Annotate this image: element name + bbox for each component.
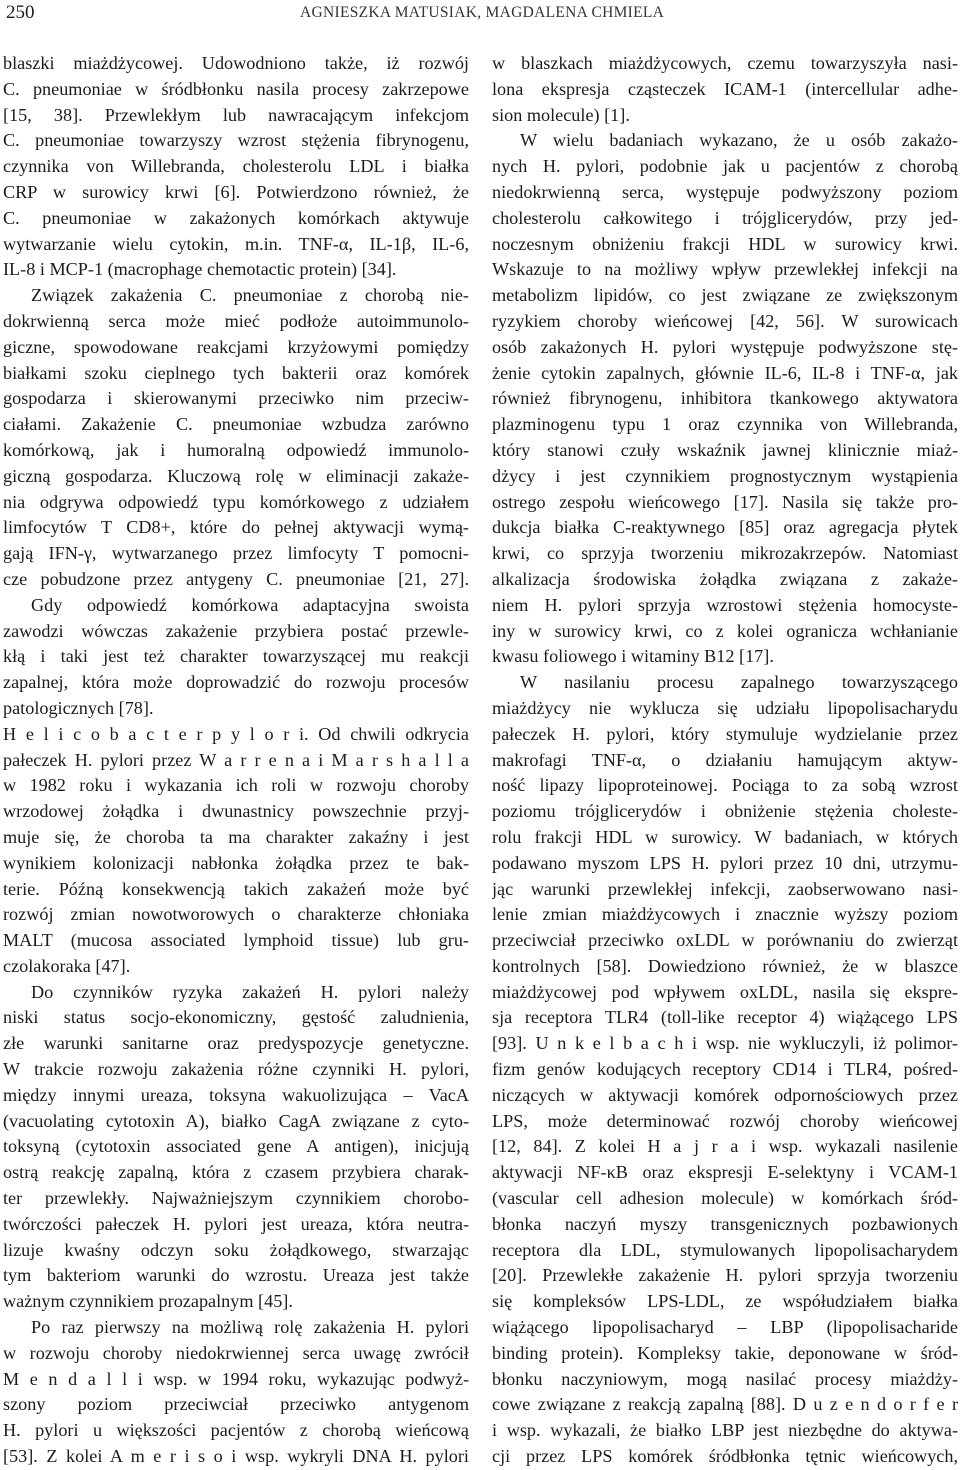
text-line: wytwarzanie wielu cytokin, m.in. TNF-α, IL-1β, IL-6, <box>3 233 469 254</box>
text-line: rolu frakcji HDL w surowicy. W badaniach, w których <box>492 826 958 847</box>
text-line: niczących w aktywacji komórek odpornościowych przez <box>492 1084 958 1105</box>
text-line: plazminogenu typu 1 oraz czynnika von Willebranda, <box>492 414 958 435</box>
text-line: Po raz pierwszy na możliwą rolę zakażenia H. pylori <box>31 1317 469 1338</box>
text-line: tym bakteriom warunki do wzrostu. Ureaza jest także <box>3 1265 469 1286</box>
text-line: receptora dla LDL, stymulowanych lipopolisacharydem <box>492 1239 958 1260</box>
text-line: [15, 38]. Przewlekłym lub nawracającym infekcjom <box>3 104 469 125</box>
text-line: C. pneumoniae w śródbłonku nasila procesy zakrzepowe <box>3 78 469 99</box>
text-line: złe warunki sanitarne oraz predyspozycje genetyczne. <box>3 1033 469 1054</box>
text-line: ność lipazy lipoproteinowej. Pociąga to za sobą wzrost <box>492 775 958 796</box>
text-line: się kompleksów LPS-LDL, ze współudziałem białka <box>492 1291 958 1312</box>
text-line: W trakcie rozwoju zakażenia różne czynniki H. pylori, <box>3 1059 469 1080</box>
text-line: muje się, że choroba ta ma charakter zakaźny i jest <box>3 826 469 847</box>
text-line: poziomu trójglicerydów i obniżenie stężenia choleste- <box>492 801 958 822</box>
text-line: kontrolnych [58]. Dowiedziono również, że w blaszce <box>492 955 958 976</box>
text-line: błonka naczyń myszy transgenicznych pozbawionych <box>492 1213 958 1234</box>
text-line: nych H. pylori, podobnie jak u pacjentów z chorobą <box>492 156 958 177</box>
text-line: gają IFN-γ, wytwarzanego przez limfocyty T pomocni- <box>3 543 469 564</box>
text-line: białkami szoku cieplnego tych bakterii oraz komórek <box>3 362 469 383</box>
text-line: lizuje kwaśny odczyn soku żołądkowego, stwarzając <box>3 1239 469 1260</box>
text-line: szony poziom przeciwciał przeciwko antygenom <box>3 1394 469 1415</box>
text-line: [93]. U n k e l b a c h i wsp. nie wykluczyli, iż polimor- <box>492 1033 958 1054</box>
text-line: nia odgrywa odpowiedź typu komórkowego z udziałem <box>3 491 469 512</box>
text-line: między innymi ureaza, toksyna wakuolizująca – VacA <box>3 1084 469 1105</box>
text-line: Związek zakażenia C. pneumoniae z chorobą nie- <box>31 285 469 306</box>
text-line: zapalnej, która może doprowadzić do rozwoju procesów <box>3 672 469 693</box>
text-line: niedokrwienną serca, występuje podwyższony poziom <box>492 181 958 202</box>
text-line: kłą i taki jest też charakter towarzyszącej mu reakcji <box>3 646 469 667</box>
text-line: niem H. pylori sprzyja wzrostowi stężenia homocyste- <box>492 594 958 615</box>
text-line: IL-8 i MCP-1 (macrophage chemotactic protein) [34]. <box>3 259 397 280</box>
text-line: blaszki miażdżycowej. Udowodniono także, iż rozwój <box>3 53 469 73</box>
text-line: H e l i c o b a c t e r p y l o r i. Od chwili odkrycia <box>3 723 469 744</box>
text-line: wrzodowej żołądka i dwunastnicy powszechnie przyj- <box>3 801 469 822</box>
text-line: metabolizm lipidów, co jest związane ze zwiększonym <box>492 285 958 306</box>
text-line: w 1982 roku i wykazania ich roli w rozwoju choroby <box>3 775 469 796</box>
text-line: (vascular cell adhesion molecule) w komórkach śród- <box>492 1188 958 1209</box>
text-line: W nasilaniu procesu zapalnego towarzyszącego <box>520 672 958 693</box>
text-line: Do czynników ryzyka zakażeń H. pylori należy <box>31 981 469 1002</box>
text-line: Wskazuje to na możliwy wpływ przewlekłej infekcji na <box>492 259 958 280</box>
text-line: cze pobudzone przez antygeny C. pneumoniae [21, 27]. <box>3 568 469 589</box>
text-line: kwasu foliowego i witaminy B12 [17]. <box>492 646 774 667</box>
text-line: ostrego zespołu wieńcowego [17]. Nasila się także pro- <box>492 491 958 512</box>
text-line: lenie zmian miażdżycowych i znacznie wyższy poziom <box>492 904 958 925</box>
text-line: ter przewlekły. Najważniejszym czynnikiem chorobo- <box>3 1188 469 1209</box>
text-line: cji przez LPS komórek śródbłonka tętnic wieńcowych, <box>492 1446 958 1467</box>
left-text-column <box>3 51 469 1470</box>
text-line: binding protein). Kompleksy takie, deponowane w śród- <box>492 1342 958 1363</box>
text-line: niski status socjo-ekonomiczny, gęstość zaludnienia, <box>3 1007 469 1028</box>
text-line: giczne, spowodowane reakcjami krzyżowymi pomiędzy <box>3 336 469 357</box>
text-line: patologicznych [78]. <box>3 697 154 718</box>
text-line: i wsp. wykazali, że białko LBP jest niezbędne do aktywa- <box>492 1420 958 1441</box>
page-header <box>0 0 960 30</box>
text-line: który stanowi czuły wskaźnik jawnej klinicznie miaż- <box>492 439 958 460</box>
text-line: toksyną (cytotoxin associated gene A antigen), inicjują <box>3 1136 469 1157</box>
text-line: pałeczek H. pylori przez W a r r e n a i M a r s h a l l a <box>3 749 469 770</box>
text-line: terie. Późną konsekwencją takich zakażeń może być <box>3 878 469 899</box>
text-line: pałeczek H. pylori, który stymuluje wydzielanie przez <box>492 723 958 744</box>
text-line: komórkową, jak i humoralną odpowiedź immunolo- <box>3 439 469 460</box>
text-line: M e n d a l l i wsp. w 1994 roku, wykazując podwyż- <box>3 1368 469 1389</box>
text-line: fizm genów kodujących receptory CD14 i TLR4, pośred- <box>492 1059 958 1080</box>
text-line: gospodarza i skierowanymi przeciwko nim przeciw- <box>3 388 469 409</box>
text-line: C. pneumoniae towarzyszy wzrost stężenia fibrynogenu, <box>3 130 469 151</box>
text-line: ostrą reakcję zapalną, która z czasem przybiera charak- <box>3 1162 469 1183</box>
running-head: AGNIESZKA MATUSIAK, MAGDALENA CHMIELA <box>300 4 665 21</box>
text-line: ciałami. Zakażenie C. pneumoniae wzbudza zarówno <box>3 414 469 435</box>
text-line: jąc warunki przewlekłej infekcji, zaobserwowano nasi- <box>492 878 958 899</box>
text-line: giczną gospodarza. Kluczową rolę w eliminacji zakaże- <box>3 465 469 486</box>
text-line: również fibrynogenu, inhibitora tkankowego aktywatora <box>492 388 958 409</box>
text-line: H. pylori u większości pacjentów z chorobą wieńcową <box>3 1420 469 1441</box>
text-line: LPS, może determinować rozwój choroby wieńcowej <box>492 1110 958 1131</box>
text-line: W wielu badaniach wykazano, że u osób zakażo- <box>520 130 958 151</box>
text-line: alkalizacja środowiska żołądka związana z zakaże- <box>492 568 958 589</box>
text-line: CRP w surowicy krwi [6]. Potwierdzono również, że <box>3 181 469 202</box>
text-line: sion molecule) [1]. <box>492 104 630 125</box>
text-line: wiążącego lipopolisacharyd – LBP (lipopolisacharide <box>492 1317 958 1338</box>
text-line: rozwój zmian nowotworowych o charakterze chłoniaka <box>3 904 469 925</box>
text-line: dukcja białka C-reaktywnego [85] oraz agregacja płytek <box>492 517 958 538</box>
text-line: Gdy odpowiedź komórkowa adaptacyjna swoista <box>31 594 469 615</box>
text-line: osób zakażonych H. pylori występuje podwyższone stę- <box>492 336 958 357</box>
text-line: limfocytów T CD8+, które do pełnej aktywacji wymą- <box>3 517 469 538</box>
text-line: noczesnym obniżeniu frakcji HDL w surowicy krwi. <box>492 233 958 254</box>
text-line: miażdżycy nie wyklucza się udziału lipopolisacharydu <box>492 697 958 718</box>
text-line: MALT (mucosa associated lymphoid tissue) lub gru- <box>3 930 469 951</box>
text-line: ryzykiem choroby wieńcowej [42, 56]. W surowicach <box>492 310 958 331</box>
text-line: iny w surowicy krwi, co z kolei ogranicza wchłanianie <box>492 620 958 641</box>
text-line: w rozwoju choroby niedokrwiennej serca uwagę zwrócił <box>3 1342 469 1363</box>
text-line: błonku naczyniowym, mogą nasilać procesy miażdży- <box>492 1368 958 1389</box>
text-line: dokrwienną serca może mieć podłoże autoimmunolo- <box>3 310 469 331</box>
text-line: czynnika von Willebranda, cholesterolu LDL i białka <box>3 156 469 177</box>
text-line: lona ekspresja cząsteczek ICAM-1 (intercellular adhe- <box>492 78 958 99</box>
text-line: zawodzi wówczas zakażenie przybiera postać przewle- <box>3 620 469 641</box>
text-line: ważnym czynnikiem prozapalnym [45]. <box>3 1291 293 1312</box>
text-line: miażdżycowej pod wpływem oxLDL, nasila się ekspre- <box>492 981 958 1002</box>
text-line: twórczości pałeczek H. pylori jest ureaza, która neutra- <box>3 1213 469 1234</box>
text-line: w blaszkach miażdżycowych, czemu towarzyszyła nasi- <box>492 53 958 73</box>
text-line: sja receptora TLR4 (toll-like receptor 4) wiążącego LPS <box>492 1007 958 1028</box>
text-line: makrofagi TNF-α, o działaniu hamującym aktyw- <box>492 749 958 770</box>
text-line: [12, 84]. Z kolei H a j r a i wsp. wykazali nasilenie <box>492 1136 958 1157</box>
text-line: wynikiem kolonizacji nabłonka żołądka przez te bak- <box>3 852 469 873</box>
page-number: 250 <box>6 2 35 23</box>
text-line: przeciwciał przeciwko oxLDL w porównaniu do zwierząt <box>492 930 958 951</box>
text-line: krwi, co sprzyja tworzeniu mikrozakrzepów. Natomiast <box>492 543 958 564</box>
text-line: dżycy i jest czynnikiem prognostycznym wystąpienia <box>492 465 958 486</box>
text-line: aktywacji NF-κB oraz ekspresji E-selektyny i VCAM-1 <box>492 1162 958 1183</box>
right-text-column <box>492 51 958 1470</box>
text-line: żenie cytokin zapalnych, głównie IL-6, IL-8 i TNF-α, jak <box>492 362 958 383</box>
text-line: (vacuolating cytotoxin A), białko CagA związane z cyto- <box>3 1110 469 1131</box>
text-line: cowe związane z reakcją zapalną [88]. D u z e n d o r f e r <box>492 1394 958 1415</box>
text-line: C. pneumoniae w zakażonych komórkach aktywuje <box>3 207 469 228</box>
text-line: podawano myszom LPS H. pylori przez 10 dni, utrzymu- <box>492 852 958 873</box>
text-line: [20]. Przewlekłe zakażenie H. pylori sprzyja tworzeniu <box>492 1265 958 1286</box>
text-line: cholesterolu całkowitego i trójglicerydów, przy jed- <box>492 207 958 228</box>
text-line: czolakoraka [47]. <box>3 955 131 976</box>
text-line: [53]. Z kolei A m e r i s o i wsp. wykryli DNA H. pylori <box>3 1446 469 1467</box>
